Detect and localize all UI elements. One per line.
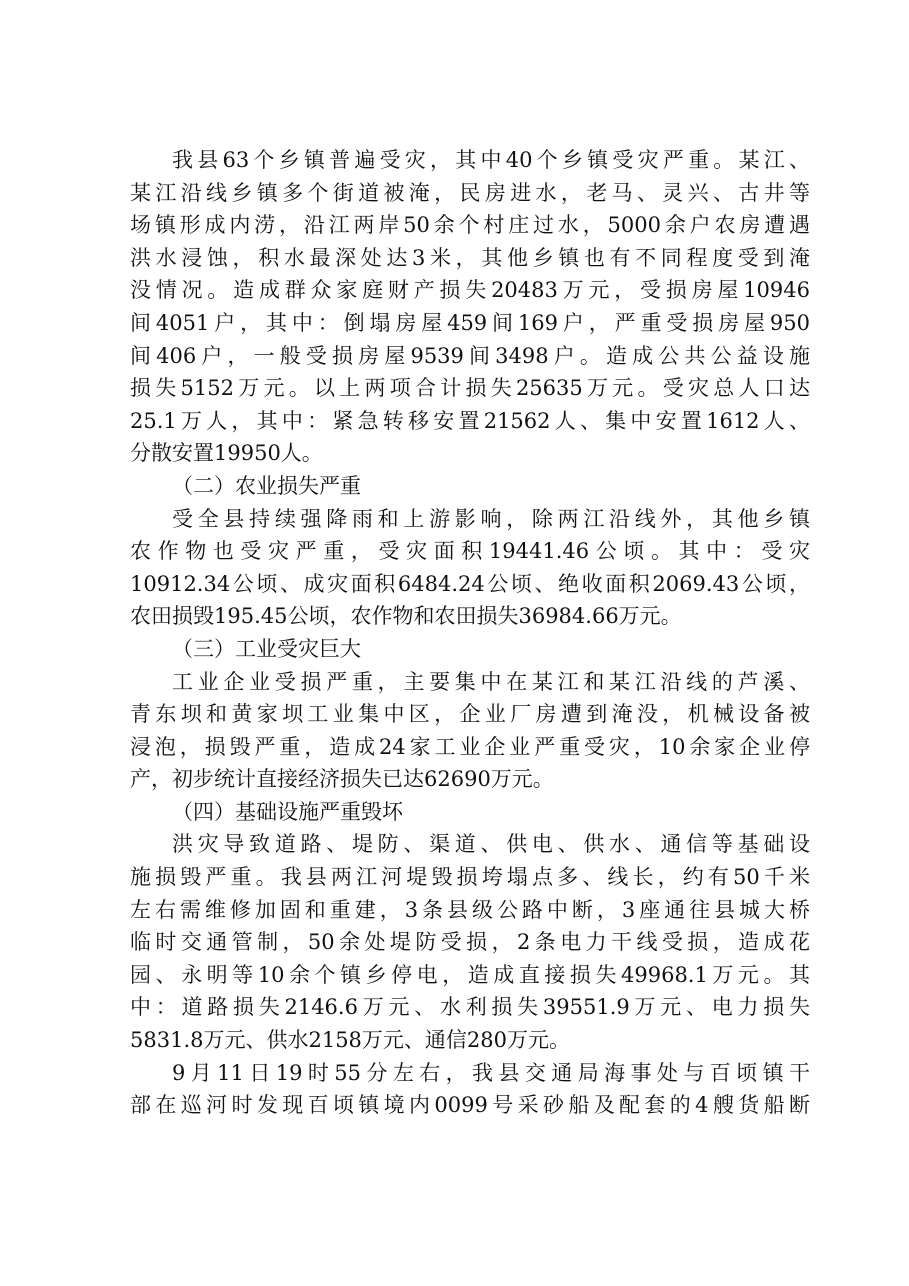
text-line: 左右需维修加固和重建，3条县级公路中断，3座通往县城大桥 xyxy=(130,897,810,922)
text-line: 分散安置19950人。 xyxy=(130,441,323,466)
text-line: 场镇形成内涝，沿江两岸50余个村庄过水，5000余户农房遭遇 xyxy=(130,213,810,238)
text-line: 临时交通管制，50余处堤防受损，2条电力干线受损，造成花 xyxy=(130,930,810,955)
text-line: 洪水浸蚀，积水最深处达3米，其他乡镇也有不同程度受到淹 xyxy=(130,245,810,270)
paragraph-industry-loss xyxy=(130,666,810,796)
text-line: 施损毁严重。我县两江河堤毁损垮塌点多、线长，约有50千米 xyxy=(130,865,810,890)
text-line: 损失5152万元。以上两项合计损失25635万元。受灾总人口达 xyxy=(130,376,810,401)
paragraph-disaster-overview xyxy=(130,144,810,470)
text-line: 某江沿线乡镇多个街道被淹，民房进水，老马、灵兴、古井等 xyxy=(130,180,810,205)
text-line: 受全县持续强降雨和上游影响，除两江沿线外，其他乡镇 xyxy=(172,506,810,531)
text-line: 10912.34公顷、成灾面积6484.24公顷、绝收面积2069.43公顷， xyxy=(130,571,810,596)
text-line: 我县63个乡镇普遍受灾，其中40个乡镇受灾严重。某江、 xyxy=(172,148,810,172)
text-line: 工业企业受损严重，主要集中在某江和某江沿线的芦溪、 xyxy=(172,669,810,694)
paragraph-infrastructure-damage xyxy=(130,828,810,1056)
text-line: 产，初步统计直接经济损失已达62690万元。 xyxy=(130,767,554,792)
text-line: 洪灾导致道路、堤防、渠道、供电、供水、通信等基础设 xyxy=(172,832,810,857)
text-line: 中：道路损失2146.6万元、水利损失39551.9万元、电力损失 xyxy=(130,995,810,1020)
text-line: 间4051户，其中：倒塌房屋459间169户，严重受损房屋950 xyxy=(130,310,810,335)
text-line: 部在巡河时发现百顷镇境内0099号采砂船及配套的4艘货船断 xyxy=(130,1093,810,1118)
text-line: 农田损毁195.45公顷，农作物和农田损失36984.66万元。 xyxy=(130,604,682,629)
text-line: 25.1万人，其中：紧急转移安置21562人、集中安置1612人、 xyxy=(130,408,810,433)
text-line: 浸泡，损毁严重，造成24家工业企业严重受灾，10余家企业停 xyxy=(130,734,810,759)
text-line: 5831.8万元、供水2158万元、通信280万元。 xyxy=(130,1028,571,1053)
text-line: 农作物也受灾严重，受灾面积19441.46公顷。其中：受灾 xyxy=(130,539,810,564)
section-heading-infrastructure: （四）基础设施严重毁坏 xyxy=(172,799,403,824)
paragraph-incident-report xyxy=(130,1057,810,1122)
text-line: 园、永明等10余个镇乡停电，造成直接损失49968.1万元。其 xyxy=(130,962,810,987)
text-line: 青东坝和黄家坝工业集中区，企业厂房遭到淹没，机械设备被 xyxy=(130,702,810,727)
text-line: 9月11日19时55分左右，我县交通局海事处与百顷镇干 xyxy=(172,1060,810,1085)
section-heading-industry: （三）工业受灾巨大 xyxy=(172,636,361,661)
text-line: 没情况。造成群众家庭财产损失20483万元，受损房屋10946 xyxy=(130,278,810,303)
section-heading-agriculture: （二）农业损失严重 xyxy=(172,473,361,498)
text-line: 间406户，一般受损房屋9539间3498户。造成公共公益设施 xyxy=(130,343,810,368)
paragraph-agriculture-loss xyxy=(130,503,810,633)
document-page xyxy=(130,144,810,1122)
